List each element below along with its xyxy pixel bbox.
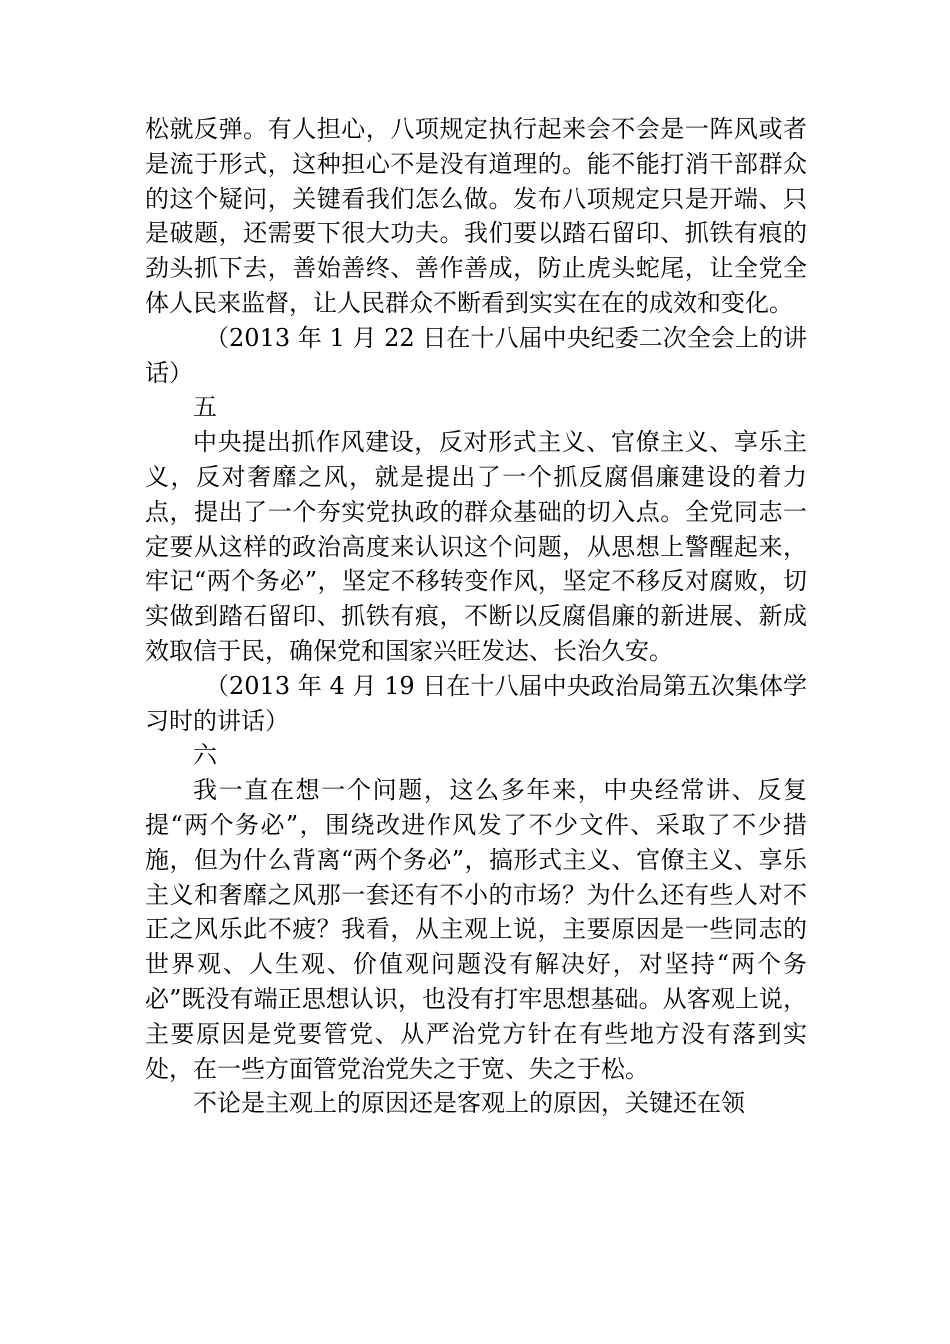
- document-page: [145, 112, 807, 1121]
- paragraph: 不论是主观上的原因还是客观上的原因，关键还在领: [193, 1089, 745, 1118]
- paragraph: 我一直在想一个问题，这么多年来，中央经常讲、反复提“两个务必”，围绕改进作风发了不少文件、采取了不少措施，但为什么背离“两个务必”，搞形式主义、官僚主义、享乐主义和奢靡之风那一套还有不小的市场？为什么还有些人对不正之风乐此不疲？我看，从主观上说，主要原因是一些同志的世界观、人生观、价值观问题没有解决好，对坚持“两个务必”既没有端正思想认识，也没有打牢思想基础。从客观上说，主要原因是党要管党、从严治党方针在有些地方没有落到实处，在一些方面管党治党失之于宽、失之于松。: [145, 776, 807, 1083]
- speech-source-note: （2013 年 4 月 19 日在十八届中央政治局第五次集体学习时的讲话）: [145, 671, 807, 735]
- section-number: 五: [193, 393, 217, 422]
- paragraph-continued: 松就反弹。有人担心，八项规定执行起来会不会是一阵风或者是流于形式，这种担心不是没有道理的。能不能打消干部群众的这个疑问，关键看我们怎么做。发布八项规定只是开端、只是破题，还需要下很大功夫。我们要以踏石留印、抓铁有痕的劲头抓下去，善始善终、善作善成，防止虎头蛇尾，让全党全体人民来监督，让人民群众不断看到实实在在的成效和变化。: [145, 115, 807, 317]
- section-number: 六: [193, 741, 217, 770]
- speech-source-note: （2013 年 1 月 22 日在十八届中央纪委二次全会上的讲话）: [145, 323, 807, 387]
- paragraph: 中央提出抓作风建设，反对形式主义、官僚主义、享乐主义，反对奢靡之风，就是提出了一个抓反腐倡廉建设的着力点，提出了一个夯实党执政的群众基础的切入点。全党同志一定要从这样的政治高度来认识这个问题，从思想上警醒起来，牢记“两个务必”，坚定不移转变作风，坚定不移反对腐败，切实做到踏石留印、抓铁有痕，不断以反腐倡廉的新进展、新成效取信于民，确保党和国家兴旺发达、长治久安。: [145, 428, 807, 665]
